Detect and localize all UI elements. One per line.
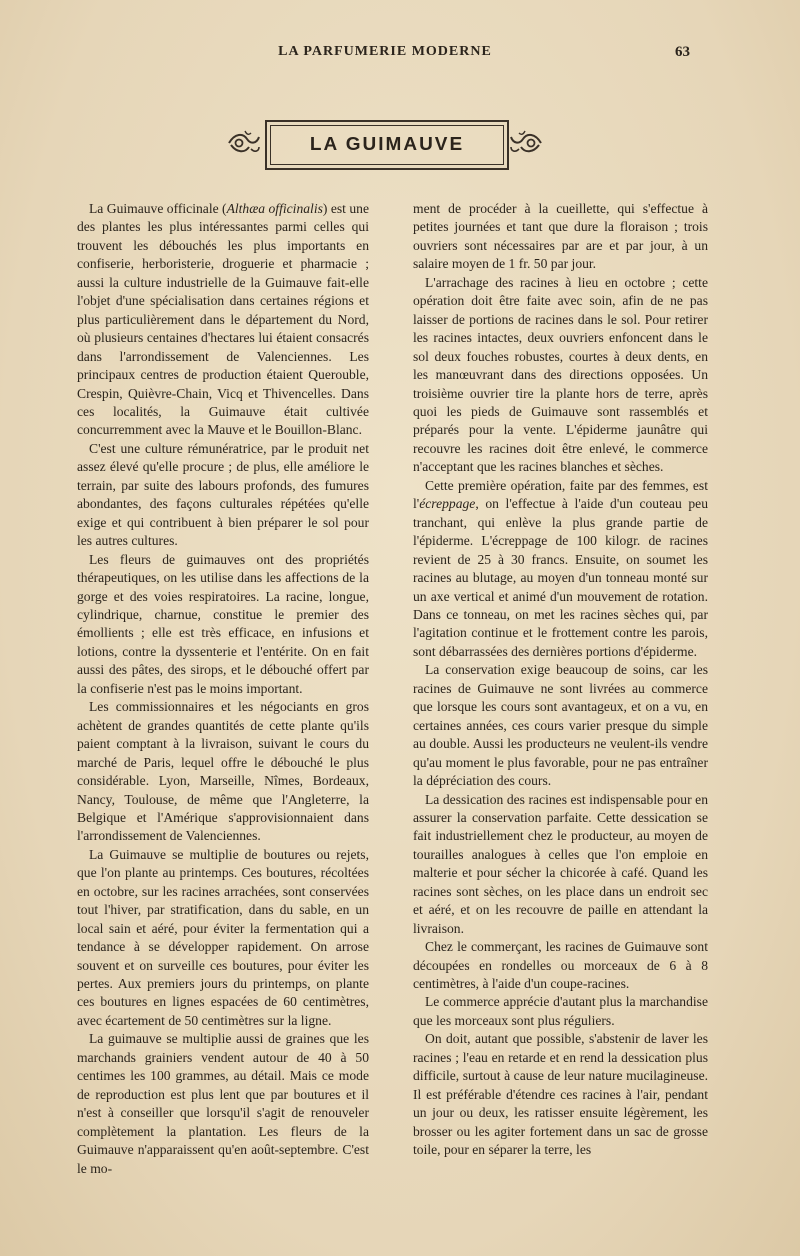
paragraph: Le commerce apprécie d'autant plus la marchandise que les morceaux sont plus réguliers.	[413, 994, 708, 1028]
paragraph: ment de procéder à la cueillette, qui s'effectue à petites journées et tant que dure la floraison ; trois ouvriers sont nécessaires par are et par jour, à un salaire moyen de 1 fr. 50 par jour.	[413, 201, 708, 272]
paragraph: C'est une culture rémunératrice, par le produit net assez élevé qu'elle procure ; de plus, elle améliore le terrain, par suite des labours profonds, des fumures abondantes, des façons culturales répétées qu'elle exige et qui contribuent à bien préparer le sol pour les autres cultures.	[77, 440, 369, 549]
running-title: LA PARFUMERIE MODERNE	[278, 44, 492, 59]
paragraph: La Guimauve officinale (Althæa officinalis) est une des plantes les plus intéressantes parmi celles qui trouvent les débouchés les plus importants en confiserie, herboristerie, droguerie et pharmacie ; aussi la culture industrielle de la Guimauve fait-elle l'objet d'une spécialisation dans certaines régions et plus particulièrement dans le département du Nord, où plusieurs centaines d'hectares lui étaient consacrés dans l'arrondissement de Valenciennes. Les principaux centres de production étaient Querouble, Crespin, Quièvre-Chain, Vicq et Thivencelles. Dans ces localités, la Guimauve était cultivée concurremment avec la Mauve et le Bouillon-Blanc.	[77, 201, 369, 438]
paragraph: La guimauve se multiplie aussi de graines que les marchands grainiers vendent autour de 40 à 50 centimes les 100 grammes, au détail. Mais ce mode de reproduction est plus lent que par boutures et il n'est à conseiller que lorsqu'il s'agit de renouveler complètement la plantation. Les fleurs de la Guimauve n'apparaissent qu'en août-septembre. C'est le mo-	[77, 1031, 369, 1176]
article-title-frame	[265, 120, 509, 170]
paragraph: La dessication des racines est indispensable pour en assurer la conservation parfaite. Cette dessication se fait industriellement chez le producteur, au moyen de tourailles analogues à celles que l'on emploie en malterie et pour sécher la chicorée à café. Quand les racines sont sèches, on les place dans un endroit sec et aéré, et on les recouvre de paille en attendant la livraison.	[413, 791, 708, 936]
paragraph: La Guimauve se multiplie de boutures ou rejets, que l'on plante au printemps. Ces boutures, récoltées en octobre, sur les racines arrachées, sont conservées tout l'hiver, par stratification, dans du sable, en un local sain et aéré, pour éviter la fermentation qui a tendance à se développer rapidement. On arrose souvent et on surveille ces boutures, pour éviter les pertes. Aux premiers jours du printemps, on plante ces boutures en lignes espacées de 60 centimètres, avec écartement de 50 centimètres sur la ligne.	[77, 846, 369, 1028]
paragraph: Les commissionnaires et les négociants en gros achètent de grandes quantités de cette plante qu'ils paient comptant à la livraison, suivant le cours du marché de Paris, lequel offre le débouché le plus considérable. Lyon, Marseille, Nîmes, Bordeaux, Nancy, Toulouse, de même que l'Angleterre, la Belgique et l'Amérique s'approvisionnaient dans l'arrondissement de Valenciennes.	[77, 699, 369, 844]
paragraph: L'arrachage des racines à lieu en octobre ; cette opération doit être faite avec soin, afin de ne pas laisser de portions de racines dans le sol. Pour retirer les racines intactes, deux ouvriers enfoncent dans le sol deux fouches robustes, courtes à deux dents, en les manœuvrant dans des directions opposées. Un troisième ouvrier tire la plante hors de terre, après quoi les pieds de Guimauve sont rassemblés et préparés pour la vente. L'épiderme jaunâtre qui recouvre les racines doit être enlevé, le commerce n'acceptant que les racines blanches et sèches.	[413, 274, 708, 475]
floral-ornament-icon	[227, 127, 261, 159]
article-title-banner	[225, 117, 545, 171]
paragraph: Chez le commerçant, les racines de Guimauve sont découpées en rondelles ou morceaux de 6 à 8 centimètres, à l'aide d'un coupe-racines.	[413, 939, 708, 992]
page-header	[80, 44, 690, 68]
right-text-column	[413, 200, 708, 1160]
floral-ornament-icon	[509, 127, 543, 159]
page-number: 63	[675, 44, 690, 60]
paragraph: Les fleurs de guimauves ont des propriétés thérapeutiques, on les utilise dans les affections de la gorge et des voies respiratoires. La racine, longue, cylindrique, charnue, constitue le premier des émollients ; elle est très efficace, en infusions et lotions, contre la dyssenterie et l'entérite. On en fait aussi des pâtes, des sirops, et le débouché offert par la confiserie n'est pas le moins important.	[77, 551, 369, 696]
article-title: LA GUIMAUVE	[309, 134, 465, 155]
paragraph: On doit, autant que possible, s'abstenir de laver les racines ; l'eau en retarde et en rend la dessication plus difficile, surtout à cause de leur nature mucilagineuse. Il est préférable d'étendre ces racines à l'air, pendant un jour ou deux, les ratisser ensuite légèrement, les brosser ou les agiter fortement dans un sac de grosse toile, pour en séparer la terre, les	[413, 1031, 708, 1158]
left-text-column	[77, 200, 369, 1178]
paragraph: Cette première opération, faite par des femmes, est l'écreppage, on l'effectue à l'aide d'un couteau peu tranchant, qui enlève la plus grande partie de l'épiderme. L'écreppage de 100 kilogr. de racines revient de 25 à 30 francs. Ensuite, on soumet les racines au blutage, au moyen d'un tonneau monté sur un axe vertical et animé d'un mouvement de rotation. Dans ce tonneau, on met les racines sèches qui, par l'agitation continue et le frottement contre les parois, sont débarrassées des dernières portions d'épiderme.	[413, 477, 708, 659]
paragraph: La conservation exige beaucoup de soins, car les racines de Guimauve ne sont livrées au commerce que lorsque les cours sont avantageux, et on a vu, en certaines années, ces cours varier presque du simple au double. Aussi les producteurs ne veulent-ils vendre qu'au moment le plus favorable, pour ne pas entraîner la dépréciation des cours.	[413, 662, 708, 789]
